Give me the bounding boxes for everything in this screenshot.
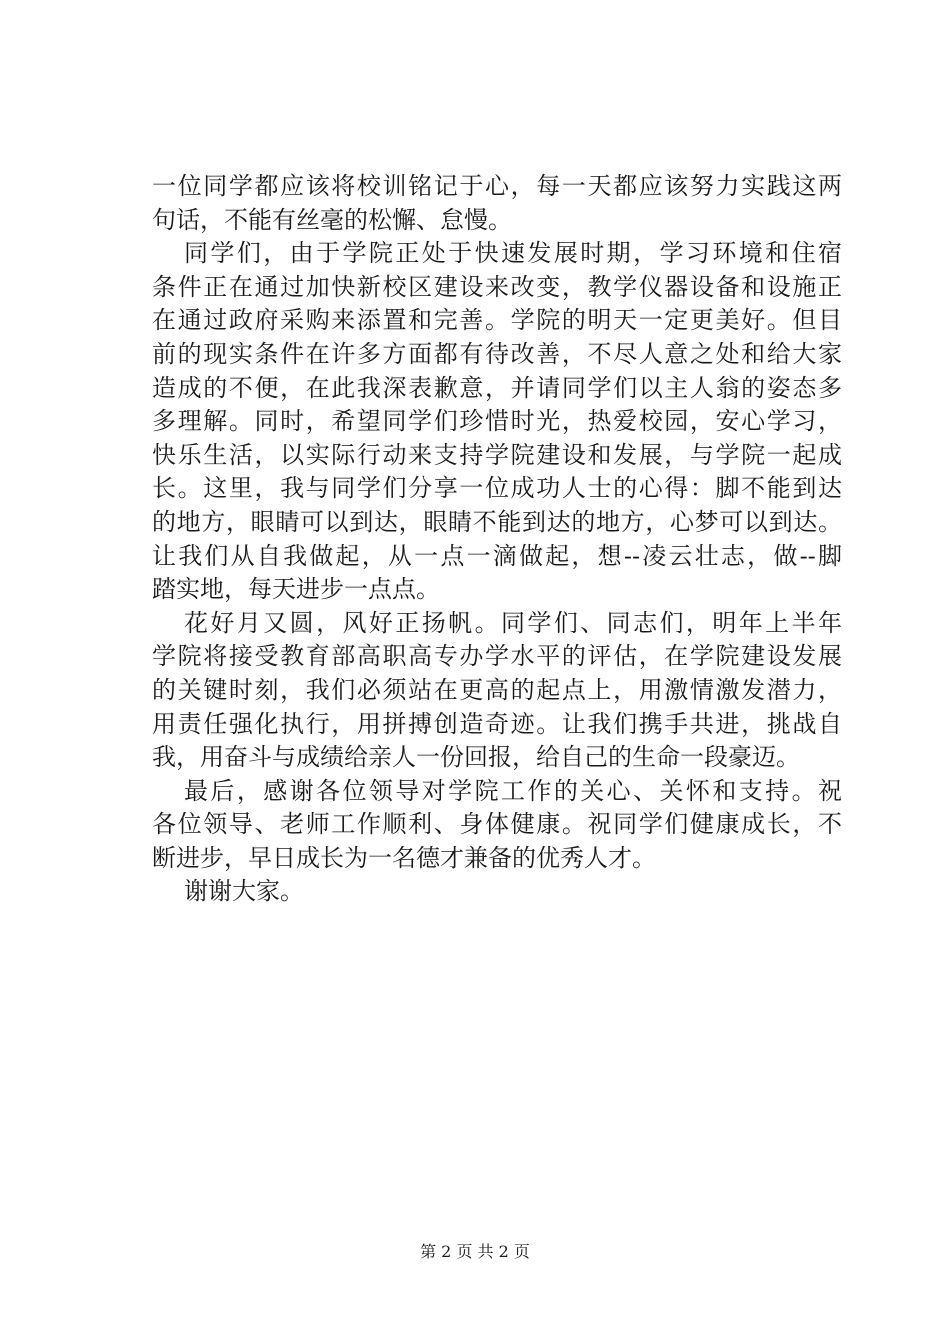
text-line: 的地方，眼睛可以到达，眼睛不能到达的地方，心梦可以到达。 <box>152 507 842 536</box>
text-line: 我，用奋斗与成绩给亲人一份回报，给自己的生命一段豪迈。 <box>152 743 800 772</box>
text-line: 句话，不能有丝毫的松懈、怠慢。 <box>152 205 512 234</box>
paragraph-first-line: 花好月又圆，风好正扬帆。同学们、同志们，明年上半年 <box>184 608 842 637</box>
text-line: 断进步，早日成长为一名德才兼备的优秀人才。 <box>152 843 656 872</box>
text-line: 造成的不便，在此我深表歉意，并请同学们以主人翁的姿态多 <box>152 373 842 402</box>
closing-line: 谢谢大家。 <box>184 877 304 906</box>
text-line: 用责任强化执行，用拼搏创造奇迹。让我们携手共进，挑战自 <box>152 709 842 738</box>
text-line: 让我们从自我做起，从一点一滴做起，想--凌云壮志，做--脚 <box>152 541 842 570</box>
paragraph-first-line: 同学们，由于学院正处于快速发展时期，学习环境和住宿 <box>184 239 842 268</box>
text-line: 前的现实条件在许多方面都有待改善，不尽人意之处和给大家 <box>152 339 842 368</box>
text-line: 在通过政府采购来添置和完善。学院的明天一定更美好。但目 <box>152 306 842 335</box>
document-body <box>152 170 842 909</box>
page-number-footer: 第 2 页 共 2 页 <box>420 1242 530 1261</box>
text-line: 快乐生活，以实际行动来支持学院建设和发展，与学院一起成 <box>152 440 842 469</box>
text-line: 条件正在通过加快新校区建设来改变，教学仪器设备和设施正 <box>152 272 842 301</box>
text-line: 踏实地，每天进步一点点。 <box>152 575 440 604</box>
text-line: 一位同学都应该将校训铭记于心，每一天都应该努力实践这两 <box>152 172 842 200</box>
text-line: 学院将接受教育部高职高专办学水平的评估，在学院建设发展 <box>152 642 842 671</box>
text-line: 长。这里，我与同学们分享一位成功人士的心得：脚不能到达 <box>152 474 842 503</box>
text-line: 各位领导、老师工作顺利、身体健康。祝同学们健康成长，不 <box>152 810 842 839</box>
text-line: 多理解。同时，希望同学们珍惜时光，热爱校园，安心学习， <box>152 407 842 436</box>
paragraph-first-line: 最后，感谢各位领导对学院工作的关心、关怀和支持。祝 <box>184 776 842 805</box>
text-line: 的关键时刻，我们必须站在更高的起点上，用激情激发潜力， <box>152 675 842 704</box>
